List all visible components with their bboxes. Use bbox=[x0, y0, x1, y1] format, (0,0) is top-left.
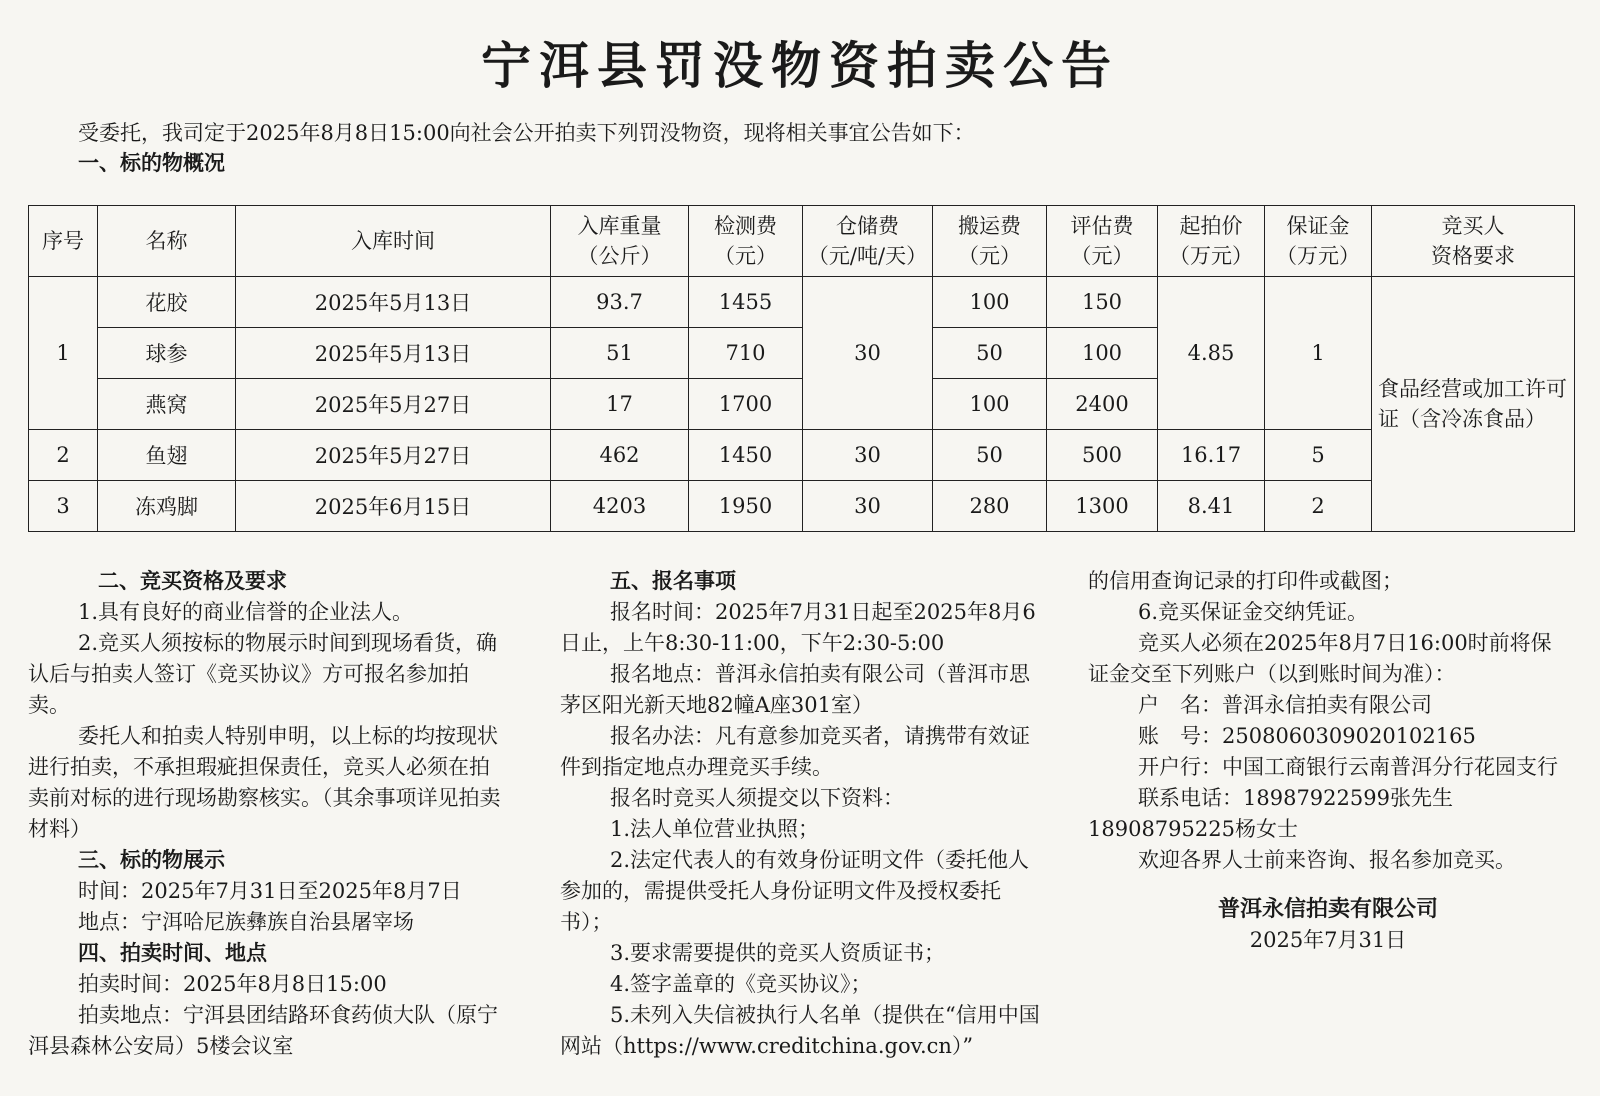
paragraph: 1.具有良好的商业信誉的企业法人。 bbox=[78, 600, 414, 624]
reg-docs: 报名时竞买人须提交以下资料： bbox=[610, 786, 904, 810]
cell-eval-fee: 1300 bbox=[1047, 481, 1158, 532]
auction-place: 拍卖地点：宁洱县团结路环食药侦大队（原宁洱县森林公安局）5楼会议室 bbox=[28, 1003, 498, 1058]
intro bbox=[28, 118, 1568, 178]
cell-transport-fee: 280 bbox=[933, 481, 1047, 532]
th-date: 入库时间 bbox=[236, 206, 551, 277]
section-heading-1: 一、标的物概况 bbox=[78, 151, 225, 175]
cell-test-fee: 710 bbox=[689, 328, 803, 379]
th-name: 名称 bbox=[98, 206, 236, 277]
cell-weight: 462 bbox=[551, 430, 689, 481]
cell-transport-fee: 100 bbox=[933, 277, 1047, 328]
doc-item: 5.未列入失信被执行人名单（提供在“信用中国网站（https://www.creditchina.gov.cn）” bbox=[560, 1003, 1040, 1058]
doc-item: 4.签字盖章的《竞买协议》； bbox=[610, 972, 872, 996]
table-row bbox=[29, 277, 1575, 328]
doc-item: 3.要求需要提供的竞买人资质证书； bbox=[610, 941, 946, 965]
cell-weight: 17 bbox=[551, 379, 689, 430]
doc-item: 6.竞买保证金交纳凭证。 bbox=[1138, 600, 1369, 624]
cell-requirement: 食品经营或加工许可证（含冷冻食品） bbox=[1372, 277, 1575, 532]
bank: 开户行：中国工商银行云南普洱分行花园支行 bbox=[1138, 755, 1558, 779]
cell-eval-fee: 100 bbox=[1047, 328, 1158, 379]
cell-date: 2025年5月13日 bbox=[236, 277, 551, 328]
cell-name: 冻鸡脚 bbox=[98, 481, 236, 532]
cell-test-fee: 1700 bbox=[689, 379, 803, 430]
signature bbox=[1088, 894, 1568, 956]
account-name: 户 名：普洱永信拍卖有限公司 bbox=[1138, 693, 1432, 717]
cell-start-price: 4.85 bbox=[1158, 277, 1265, 430]
show-time: 时间：2025年7月31日至2025年8月7日 bbox=[78, 879, 462, 903]
company-name: 普洱永信拍卖有限公司 bbox=[1217, 897, 1438, 922]
cell-deposit: 2 bbox=[1265, 481, 1372, 532]
cell-date: 2025年5月27日 bbox=[236, 430, 551, 481]
paragraph: 2.竞买人须按标的物展示时间到现场看货，确认后与拍卖人签订《竞买协议》方可报名参加拍卖。 bbox=[28, 631, 498, 717]
cell-test-fee: 1950 bbox=[689, 481, 803, 532]
paragraph: 委托人和拍卖人特别申明，以上标的均按现状进行拍卖，不承担瑕疵担保责任，竞买人必须在拍卖前对标的进行现场勘察核实。（其余事项详见拍卖材料） bbox=[28, 724, 501, 841]
reg-place: 报名地点：普洱永信拍卖有限公司（普洱市思茅区阳光新天地82幢A座301室） bbox=[560, 662, 1030, 717]
items-table bbox=[28, 205, 1575, 532]
table-header-row bbox=[29, 206, 1575, 277]
th-deposit: 保证金 （万元） bbox=[1265, 206, 1372, 277]
cell-storage-fee: 30 bbox=[803, 430, 933, 481]
cell-seq: 1 bbox=[29, 277, 98, 430]
section-heading-5: 五、报名事项 bbox=[610, 569, 736, 593]
section-heading-4: 四、拍卖时间、地点 bbox=[78, 941, 267, 965]
cell-date: 2025年6月15日 bbox=[236, 481, 551, 532]
th-seq: 序号 bbox=[29, 206, 98, 277]
cell-seq: 3 bbox=[29, 481, 98, 532]
cell-start-price: 8.41 bbox=[1158, 481, 1265, 532]
cell-weight: 4203 bbox=[551, 481, 689, 532]
intro-text: 受委托，我司定于2025年8月8日15:00向社会公开拍卖下列罚没物资，现将相关事宜公告如下： bbox=[78, 121, 975, 145]
reg-method: 报名办法：凡有意参加竞买者，请携带有效证件到指定地点办理竞买手续。 bbox=[560, 724, 1030, 779]
doc-item: 2.法定代表人的有效身份证明文件（委托他人参加的，需提供受托人身份证明文件及授权委托书）； bbox=[560, 848, 1030, 934]
th-weight: 入库重量 （公斤） bbox=[551, 206, 689, 277]
cell-weight: 93.7 bbox=[551, 277, 689, 328]
sign-date: 2025年7月31日 bbox=[1249, 928, 1407, 952]
cell-deposit: 1 bbox=[1265, 277, 1372, 430]
cell-start-price: 16.17 bbox=[1158, 430, 1265, 481]
th-test-fee: 检测费 （元） bbox=[689, 206, 803, 277]
column-1 bbox=[28, 566, 508, 1062]
cell-name: 球参 bbox=[98, 328, 236, 379]
cell-transport-fee: 50 bbox=[933, 430, 1047, 481]
th-start-price: 起拍价 （万元） bbox=[1158, 206, 1265, 277]
column-2 bbox=[560, 566, 1040, 1062]
th-eval-fee: 评估费 （元） bbox=[1047, 206, 1158, 277]
deposit-note: 竞买人必须在2025年8月7日16:00时前将保证金交至下列账户（以到账时间为准）： bbox=[1088, 631, 1552, 686]
table-row bbox=[29, 481, 1575, 532]
cell-storage-fee: 30 bbox=[803, 481, 933, 532]
cell-eval-fee: 500 bbox=[1047, 430, 1158, 481]
doc-item: 1.法人单位营业执照； bbox=[610, 817, 820, 841]
th-storage-fee: 仓储费 （元/吨/天） bbox=[803, 206, 933, 277]
cell-weight: 51 bbox=[551, 328, 689, 379]
th-requirement: 竞买人 资格要求 bbox=[1372, 206, 1575, 277]
cell-name: 鱼翅 bbox=[98, 430, 236, 481]
cell-eval-fee: 150 bbox=[1047, 277, 1158, 328]
cell-eval-fee: 2400 bbox=[1047, 379, 1158, 430]
table-row bbox=[29, 430, 1575, 481]
section-heading-2: 二、竞买资格及要求 bbox=[98, 569, 287, 593]
cell-name: 燕窝 bbox=[98, 379, 236, 430]
cell-test-fee: 1450 bbox=[689, 430, 803, 481]
reg-time: 报名时间：2025年7月31日起至2025年8月6日止，上午8:30-11:00，下午2:30-5:00 bbox=[560, 600, 1036, 655]
cell-transport-fee: 100 bbox=[933, 379, 1047, 430]
contact-phone: 联系电话：18987922599张先生18908795225杨女士 bbox=[1088, 786, 1453, 841]
cell-date: 2025年5月27日 bbox=[236, 379, 551, 430]
auction-time: 拍卖时间：2025年8月8日15:00 bbox=[78, 972, 387, 996]
section-heading-3: 三、标的物展示 bbox=[78, 848, 225, 872]
cell-date: 2025年5月13日 bbox=[236, 328, 551, 379]
cell-storage-fee: 30 bbox=[803, 277, 933, 430]
account-number: 账 号：2508060309020102165 bbox=[1138, 724, 1476, 748]
cell-deposit: 5 bbox=[1265, 430, 1372, 481]
page-title: 宁洱县罚没物资拍卖公告 bbox=[481, 37, 1119, 95]
cell-transport-fee: 50 bbox=[933, 328, 1047, 379]
cell-name: 花胶 bbox=[98, 277, 236, 328]
doc-item-continued: 的信用查询记录的打印件或截图； bbox=[1088, 569, 1403, 593]
column-3 bbox=[1088, 566, 1568, 956]
cell-seq: 2 bbox=[29, 430, 98, 481]
th-transport-fee: 搬运费 （元） bbox=[933, 206, 1047, 277]
cell-test-fee: 1455 bbox=[689, 277, 803, 328]
show-place: 地点：宁洱哈尼族彝族自治县屠宰场 bbox=[78, 910, 414, 934]
welcome-text: 欢迎各界人士前来咨询、报名参加竞买。 bbox=[1138, 848, 1516, 872]
